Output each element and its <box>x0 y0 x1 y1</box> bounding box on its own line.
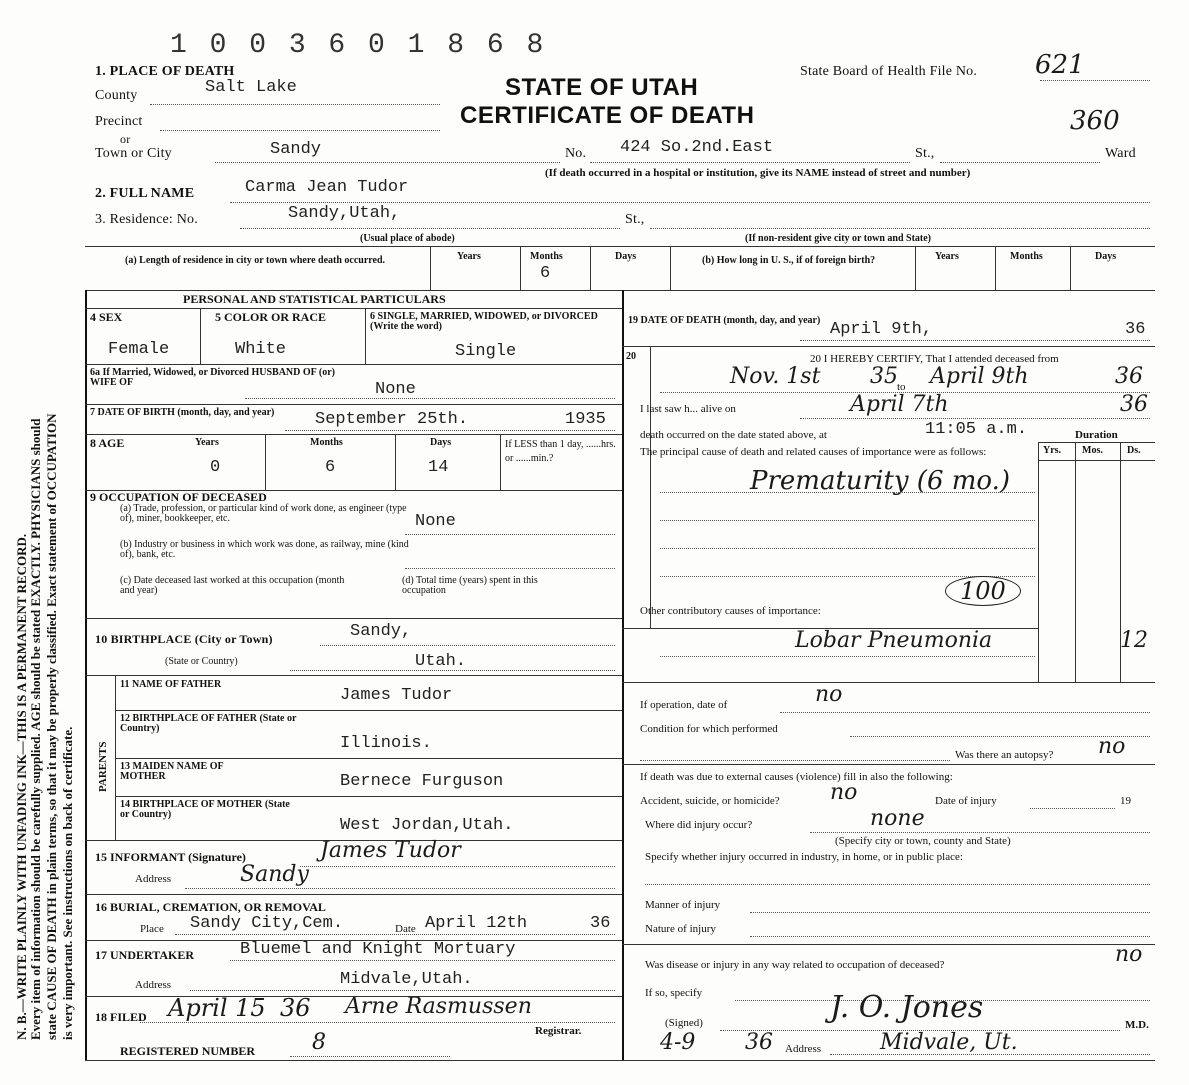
registered-number-label: REGISTERED NUMBER <box>120 1044 256 1058</box>
dob-value: September 25th. <box>315 410 469 429</box>
filed-date-value: April 15 <box>168 994 266 1022</box>
principal-cause-label: The principal cause of death and related causes of importance were as follows: <box>640 446 987 458</box>
local-number: 360 <box>1070 106 1120 136</box>
full-name-value: Carma Jean Tudor <box>245 178 409 197</box>
res-years-label: Years <box>457 251 481 262</box>
informant-label: 15 INFORMANT (Signature) <box>95 850 246 864</box>
res-days-label: Days <box>615 251 637 262</box>
burial-place-label: Place <box>140 923 164 935</box>
occupation-d-label: (d) Total time (years) spent in this occupation <box>402 575 538 596</box>
physician-address-label: Address <box>785 1043 822 1055</box>
color-label: 5 COLOR OR RACE <box>215 310 327 324</box>
last-saw-year: 36 <box>1120 392 1148 417</box>
dob-year: 1935 <box>565 410 606 429</box>
informant-address-value: Sandy <box>240 862 309 887</box>
undertaker-address-label: Address <box>135 979 172 991</box>
dod-year: 36 <box>1125 320 1146 339</box>
occurred-label: death occurred on the date stated above, at <box>640 429 827 441</box>
registrar-signature: Arne Rasmussen <box>345 994 532 1019</box>
margin-instruction-4: is very important. See instructions on back of certificate. <box>60 726 75 1040</box>
spouse-label: 6a If Married, Widowed, or Divorced HUSBAND OF (or) WIFE OF <box>90 367 335 388</box>
burial-label: 16 BURIAL, CREMATION, OR REMOVAL <box>95 900 326 914</box>
street-no-label: No. <box>565 146 587 161</box>
if-so-label: If so, specify <box>645 987 703 999</box>
full-name-label: 2. FULL NAME <box>95 186 195 201</box>
hospital-note: (If death occurred in a hospital or institution, give its NAME instead of street and number) <box>545 167 971 179</box>
disease-occupation-label: Was disease or injury in any way related to occupation of deceased? <box>645 959 945 971</box>
color-value: White <box>235 340 287 359</box>
father-name-label: 11 NAME OF FATHER <box>120 679 222 690</box>
place-of-death-label: 1. PLACE OF DEATH <box>95 64 235 79</box>
burial-date-label: Date <box>395 923 416 935</box>
street-no-value: 424 So.2nd.East <box>620 138 774 157</box>
board-file-number: 621 <box>1035 50 1085 80</box>
contributory-label: Other contributory causes of importance: <box>640 605 821 617</box>
dod-value: April 9th, <box>830 320 933 339</box>
ward-label: Ward <box>1105 146 1136 161</box>
dob-label: 7 DATE OF BIRTH (month, day, and year) <box>90 407 275 418</box>
marital-value: Single <box>455 342 517 361</box>
margin-instruction-2: Every item of information should be carefully supplied. AGE should be stated EXACTLY. PHYSICIANS should <box>28 418 43 1040</box>
margin-instruction-1: N. B.—WRITE PLAINLY WITH UNFADING INK—THIS IS A PERMANENT RECORD. <box>14 533 29 1040</box>
disease-occupation-value: no <box>1115 942 1143 967</box>
father-birthplace-value: Illinois. <box>340 734 432 753</box>
age-years-value: 0 <box>210 458 221 477</box>
margin-instruction-3: state CAUSE OF DEATH in plain terms, so that it may be properly classified. Exact statement of OCCUPATION <box>44 413 59 1040</box>
condition-label: Condition for which performed <box>640 723 778 735</box>
us-months-label: Months <box>1010 251 1043 262</box>
contributory-duration: 12 <box>1120 628 1148 653</box>
last-saw-value: April 7th <box>850 392 949 417</box>
us-days-label: Days <box>1095 251 1117 262</box>
operation-label: If operation, date of <box>640 699 728 711</box>
contributory-value: Lobar Pneumonia <box>795 628 993 653</box>
accident-label: Accident, suicide, or homicide? <box>640 795 780 807</box>
burial-date-value: April 12th <box>425 914 528 933</box>
physician-address-value: Midvale, Ut. <box>880 1030 1018 1055</box>
attended-to-value: April 9th <box>930 364 1029 389</box>
age-days-label: Days <box>430 437 452 448</box>
certificate-title: CERTIFICATE OF DEATH <box>460 102 755 129</box>
age-years-label: Years <box>195 437 219 448</box>
nature-label: Nature of injury <box>645 923 716 935</box>
duration-mos-label: Mos. <box>1082 445 1103 456</box>
principal-cause-value: Prematurity (6 mo.) <box>750 466 1011 496</box>
mother-name-label: 13 MAIDEN NAME OF MOTHER <box>120 761 224 782</box>
less-than-day-label: If LESS than 1 day, ......hrs. or ......min.? <box>505 439 616 464</box>
injury-where-note: (Specify city or town, county and State) <box>835 835 1011 847</box>
town-value: Sandy <box>270 140 322 159</box>
spouse-value: None <box>375 380 416 399</box>
duration-yrs-label: Yrs. <box>1043 445 1062 456</box>
town-label: Town or City <box>95 146 172 161</box>
injury-specify-label: Specify whether injury occurred in industry, in home, or in public place: <box>645 851 963 863</box>
operation-value: no <box>815 682 843 707</box>
occupation-a-label: (a) Trade, profession, or particular kind of work done, as engineer (type of), miner, bookkeeper, etc. <box>120 503 407 524</box>
occupation-label: 9 OCCUPATION OF DECEASED <box>90 490 267 504</box>
occupation-c-label: (c) Date deceased last worked at this occupation (month and year) <box>120 575 345 596</box>
parents-label: PARENTS <box>97 741 109 792</box>
registered-number-value: 8 <box>312 1030 326 1055</box>
occupation-b-label: (b) Industry or business in which work was done, as railway, mine (kind of), bank, etc. <box>120 539 409 560</box>
manner-label: Manner of injury <box>645 899 721 911</box>
age-label: 8 AGE <box>90 436 125 450</box>
filed-label: 18 FILED <box>95 1010 147 1024</box>
county-value: Salt Lake <box>205 78 297 97</box>
injury-date-label: Date of injury <box>935 795 997 807</box>
residence-value: Sandy,Utah, <box>288 204 401 223</box>
undertaker-address-value: Midvale,Utah. <box>340 970 473 989</box>
death-time-value: 11:05 a.m. <box>925 420 1028 439</box>
cause-code: 100 <box>945 576 1021 606</box>
burial-place-value: Sandy City,Cem. <box>190 914 344 933</box>
father-name-value: James Tudor <box>340 686 453 705</box>
duration-ds-label: Ds. <box>1127 445 1141 456</box>
street-suffix-label: St., <box>915 146 935 161</box>
birthplace-label: 10 BIRTHPLACE (City or Town) <box>95 632 273 646</box>
undertaker-label: 17 UNDERTAKER <box>95 948 195 962</box>
injury-where-value: none <box>870 806 925 831</box>
signed-label: (Signed) <box>665 1017 703 1029</box>
duration-label: Duration <box>1075 429 1118 441</box>
signed-year-value: 36 <box>745 1030 773 1055</box>
residence-label: 3. Residence: No. <box>95 212 198 227</box>
certify-label: 20 I HEREBY CERTIFY, That I attended deceased from <box>810 353 1059 365</box>
age-months-value: 6 <box>325 458 336 477</box>
occupation-value: None <box>415 512 456 531</box>
nonresident-note: (If non-resident give city or town and State) <box>745 233 932 244</box>
age-months-label: Months <box>310 437 343 448</box>
last-saw-label: I last saw h... alive on <box>640 403 736 415</box>
state-title: STATE OF UTAH <box>505 74 699 101</box>
residence-length-label: (a) Length of residence in city or town where death occurred. <box>125 255 386 266</box>
injury-year-label: 19 <box>1120 795 1131 807</box>
attended-from-year: 35 <box>870 364 898 389</box>
precinct-label: Precinct <box>95 114 143 129</box>
mother-birthplace-label: 14 BIRTHPLACE OF MOTHER (State or Country) <box>120 799 290 820</box>
autopsy-label: Was there an autopsy? <box>955 749 1054 761</box>
attended-to-label: to <box>897 381 906 393</box>
mother-name-value: Bernece Furguson <box>340 772 504 791</box>
father-birthplace-label: 12 BIRTHPLACE OF FATHER (State or Country) <box>120 713 297 734</box>
informant-signature: James Tudor <box>320 838 461 863</box>
md-label: M.D. <box>1125 1019 1149 1031</box>
filed-year-value: 36 <box>280 994 311 1022</box>
personal-header: PERSONAL AND STATISTICAL PARTICULARS <box>183 292 446 306</box>
county-label: County <box>95 88 138 103</box>
undertaker-value: Bluemel and Knight Mortuary <box>240 940 516 959</box>
age-days-value: 14 <box>428 458 449 477</box>
marital-label: 6 SINGLE, MARRIED, WIDOWED, or DIVORCED (Write the word) <box>370 311 598 332</box>
birthplace-value: Sandy, <box>350 622 412 641</box>
dod-label: 19 DATE OF DEATH (month, day, and year) <box>628 315 821 326</box>
attended-from-value: Nov. 1st <box>730 364 821 389</box>
autopsy-value: no <box>1098 734 1126 759</box>
informant-address-label: Address <box>135 873 172 885</box>
us-length-label: (b) How long in U. S., if of foreign birth? <box>702 255 876 266</box>
physician-signature: J. O. Jones <box>830 990 984 1025</box>
injury-where-label: Where did injury occur? <box>645 819 753 831</box>
registrar-label: Registrar. <box>535 1025 582 1037</box>
mother-birthplace-value: West Jordan,Utah. <box>340 816 514 835</box>
usual-abode-note: (Usual place of abode) <box>360 233 455 244</box>
burial-year-value: 36 <box>590 914 611 933</box>
us-years-label: Years <box>935 251 959 262</box>
residence-st-label: St., <box>625 212 645 227</box>
birthplace-state-value: Utah. <box>415 652 467 671</box>
birthplace-state-label: (State or Country) <box>165 656 238 667</box>
board-file-label: State Board of Health File No. <box>800 64 978 79</box>
attended-to-year: 36 <box>1115 364 1143 389</box>
signed-date-value: 4-9 <box>660 1030 696 1055</box>
accident-value: no <box>830 780 858 805</box>
external-causes-label: If death was due to external causes (violence) fill in also the following: <box>640 771 953 783</box>
certify-number: 20 <box>626 351 636 362</box>
serial-number: 1 0 0 3 6 0 1 8 6 8 <box>170 30 547 61</box>
res-months-value: 6 <box>540 264 551 283</box>
or-label: or <box>120 132 131 146</box>
sex-label: 4 SEX <box>90 310 123 324</box>
res-months-label: Months <box>530 251 563 262</box>
sex-value: Female <box>108 340 170 359</box>
